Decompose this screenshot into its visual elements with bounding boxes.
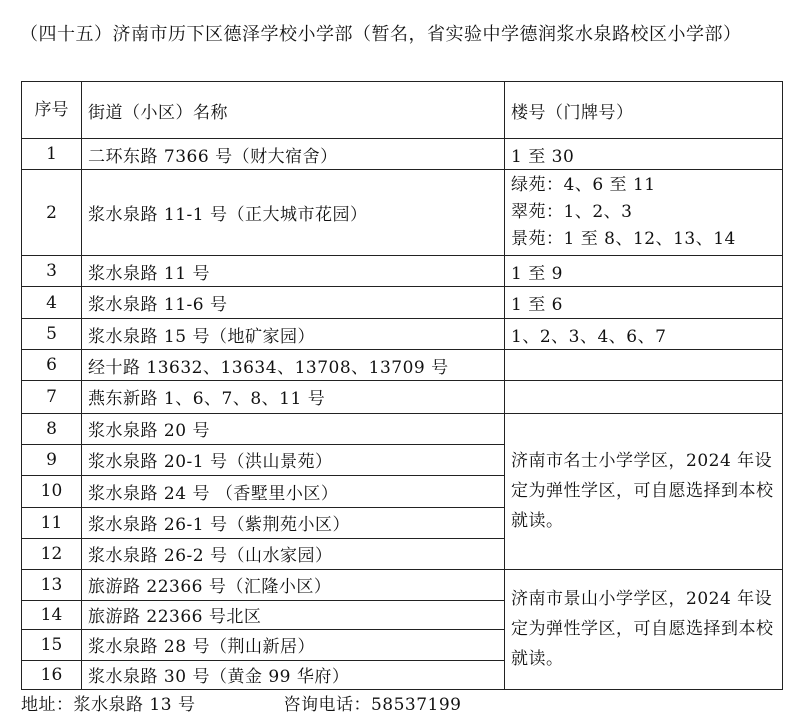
building-line-lvyuan: 绿苑：4、6 至 11 (511, 175, 656, 196)
row-street: 旅游路 22366 号（汇隆小区） (82, 569, 505, 600)
table-row (22, 256, 783, 287)
table-row (22, 381, 783, 413)
row-building (505, 381, 783, 413)
phone-value: 58537199 (370, 695, 462, 715)
building-line-cuiyuan: 翠苑：1、2、3 (511, 202, 633, 223)
row-building (505, 350, 783, 381)
row-street: 浆水泉路 26-1 号（紫荆苑小区） (82, 507, 505, 538)
address-label: 地址： (21, 695, 74, 715)
table-header-row (22, 82, 783, 139)
footer (21, 694, 781, 716)
row-number: 6 (22, 350, 82, 381)
address-value: 浆水泉路 13 号 (73, 695, 196, 715)
row-number: 12 (22, 538, 82, 569)
row-number: 11 (22, 507, 82, 538)
row-street: 浆水泉路 11 号 (82, 256, 505, 287)
row-number: 1 (22, 139, 82, 170)
row-number: 7 (22, 381, 82, 413)
row-building (505, 170, 783, 256)
row-number: 16 (22, 660, 82, 689)
row-street: 浆水泉路 11-6 号 (82, 287, 505, 319)
row-street: 浆水泉路 20 号 (82, 413, 505, 444)
row-street: 浆水泉路 15 号（地矿家园） (82, 319, 505, 350)
document-title: （四十五）济南市历下区德泽学校小学部（暂名，省实验中学德润浆水泉路校区小学部） (20, 24, 742, 45)
table-row (22, 319, 783, 350)
row-building: 1 至 9 (505, 256, 783, 287)
header-building-number: 楼号（门牌号） (505, 82, 783, 139)
table-row (22, 569, 783, 600)
table-row (22, 170, 783, 256)
header-street-name: 街道（小区）名称 (82, 82, 505, 139)
row-street: 旅游路 22366 号北区 (82, 600, 505, 629)
row-building: 1 至 30 (505, 139, 783, 170)
row-street: 燕东新路 1、6、7、8、11 号 (82, 381, 505, 413)
row-street: 浆水泉路 11-1 号（正大城市花园） (82, 170, 505, 256)
row-building: 1、2、3、4、6、7 (505, 319, 783, 350)
school-district-table (21, 81, 783, 690)
row-street: 二环东路 7366 号（财大宿舍） (82, 139, 505, 170)
row-number: 15 (22, 629, 82, 660)
row-street: 浆水泉路 20-1 号（洪山景苑） (82, 444, 505, 475)
row-street: 浆水泉路 28 号（荆山新居） (82, 629, 505, 660)
merged-note-jingshan: 济南市景山小学学区，2024 年设定为弹性学区，可自愿选择到本校就读。 (505, 569, 783, 689)
phone-label: 咨询电话： (283, 695, 371, 715)
row-street: 浆水泉路 24 号 （香墅里小区） (82, 475, 505, 507)
row-number: 14 (22, 600, 82, 629)
row-street: 浆水泉路 30 号（黄金 99 华府） (82, 660, 505, 689)
row-street: 浆水泉路 26-2 号（山水家园） (82, 538, 505, 569)
row-street: 经十路 13632、13634、13708、13709 号 (82, 350, 505, 381)
header-serial-number: 序号 (22, 82, 82, 139)
building-line-jingyuan: 景苑：1 至 8、12、13、14 (511, 229, 736, 250)
row-number: 3 (22, 256, 82, 287)
table-row (22, 139, 783, 170)
row-number: 5 (22, 319, 82, 350)
row-number: 2 (22, 170, 82, 256)
table-row (22, 413, 783, 444)
row-building: 1 至 6 (505, 287, 783, 319)
row-number: 13 (22, 569, 82, 600)
table-row (22, 287, 783, 319)
row-number: 10 (22, 475, 82, 507)
row-number: 4 (22, 287, 82, 319)
row-number: 9 (22, 444, 82, 475)
table-row (22, 350, 783, 381)
row-number: 8 (22, 413, 82, 444)
merged-note-mingshi: 济南市名士小学学区，2024 年设定为弹性学区，可自愿选择到本校就读。 (505, 413, 783, 569)
